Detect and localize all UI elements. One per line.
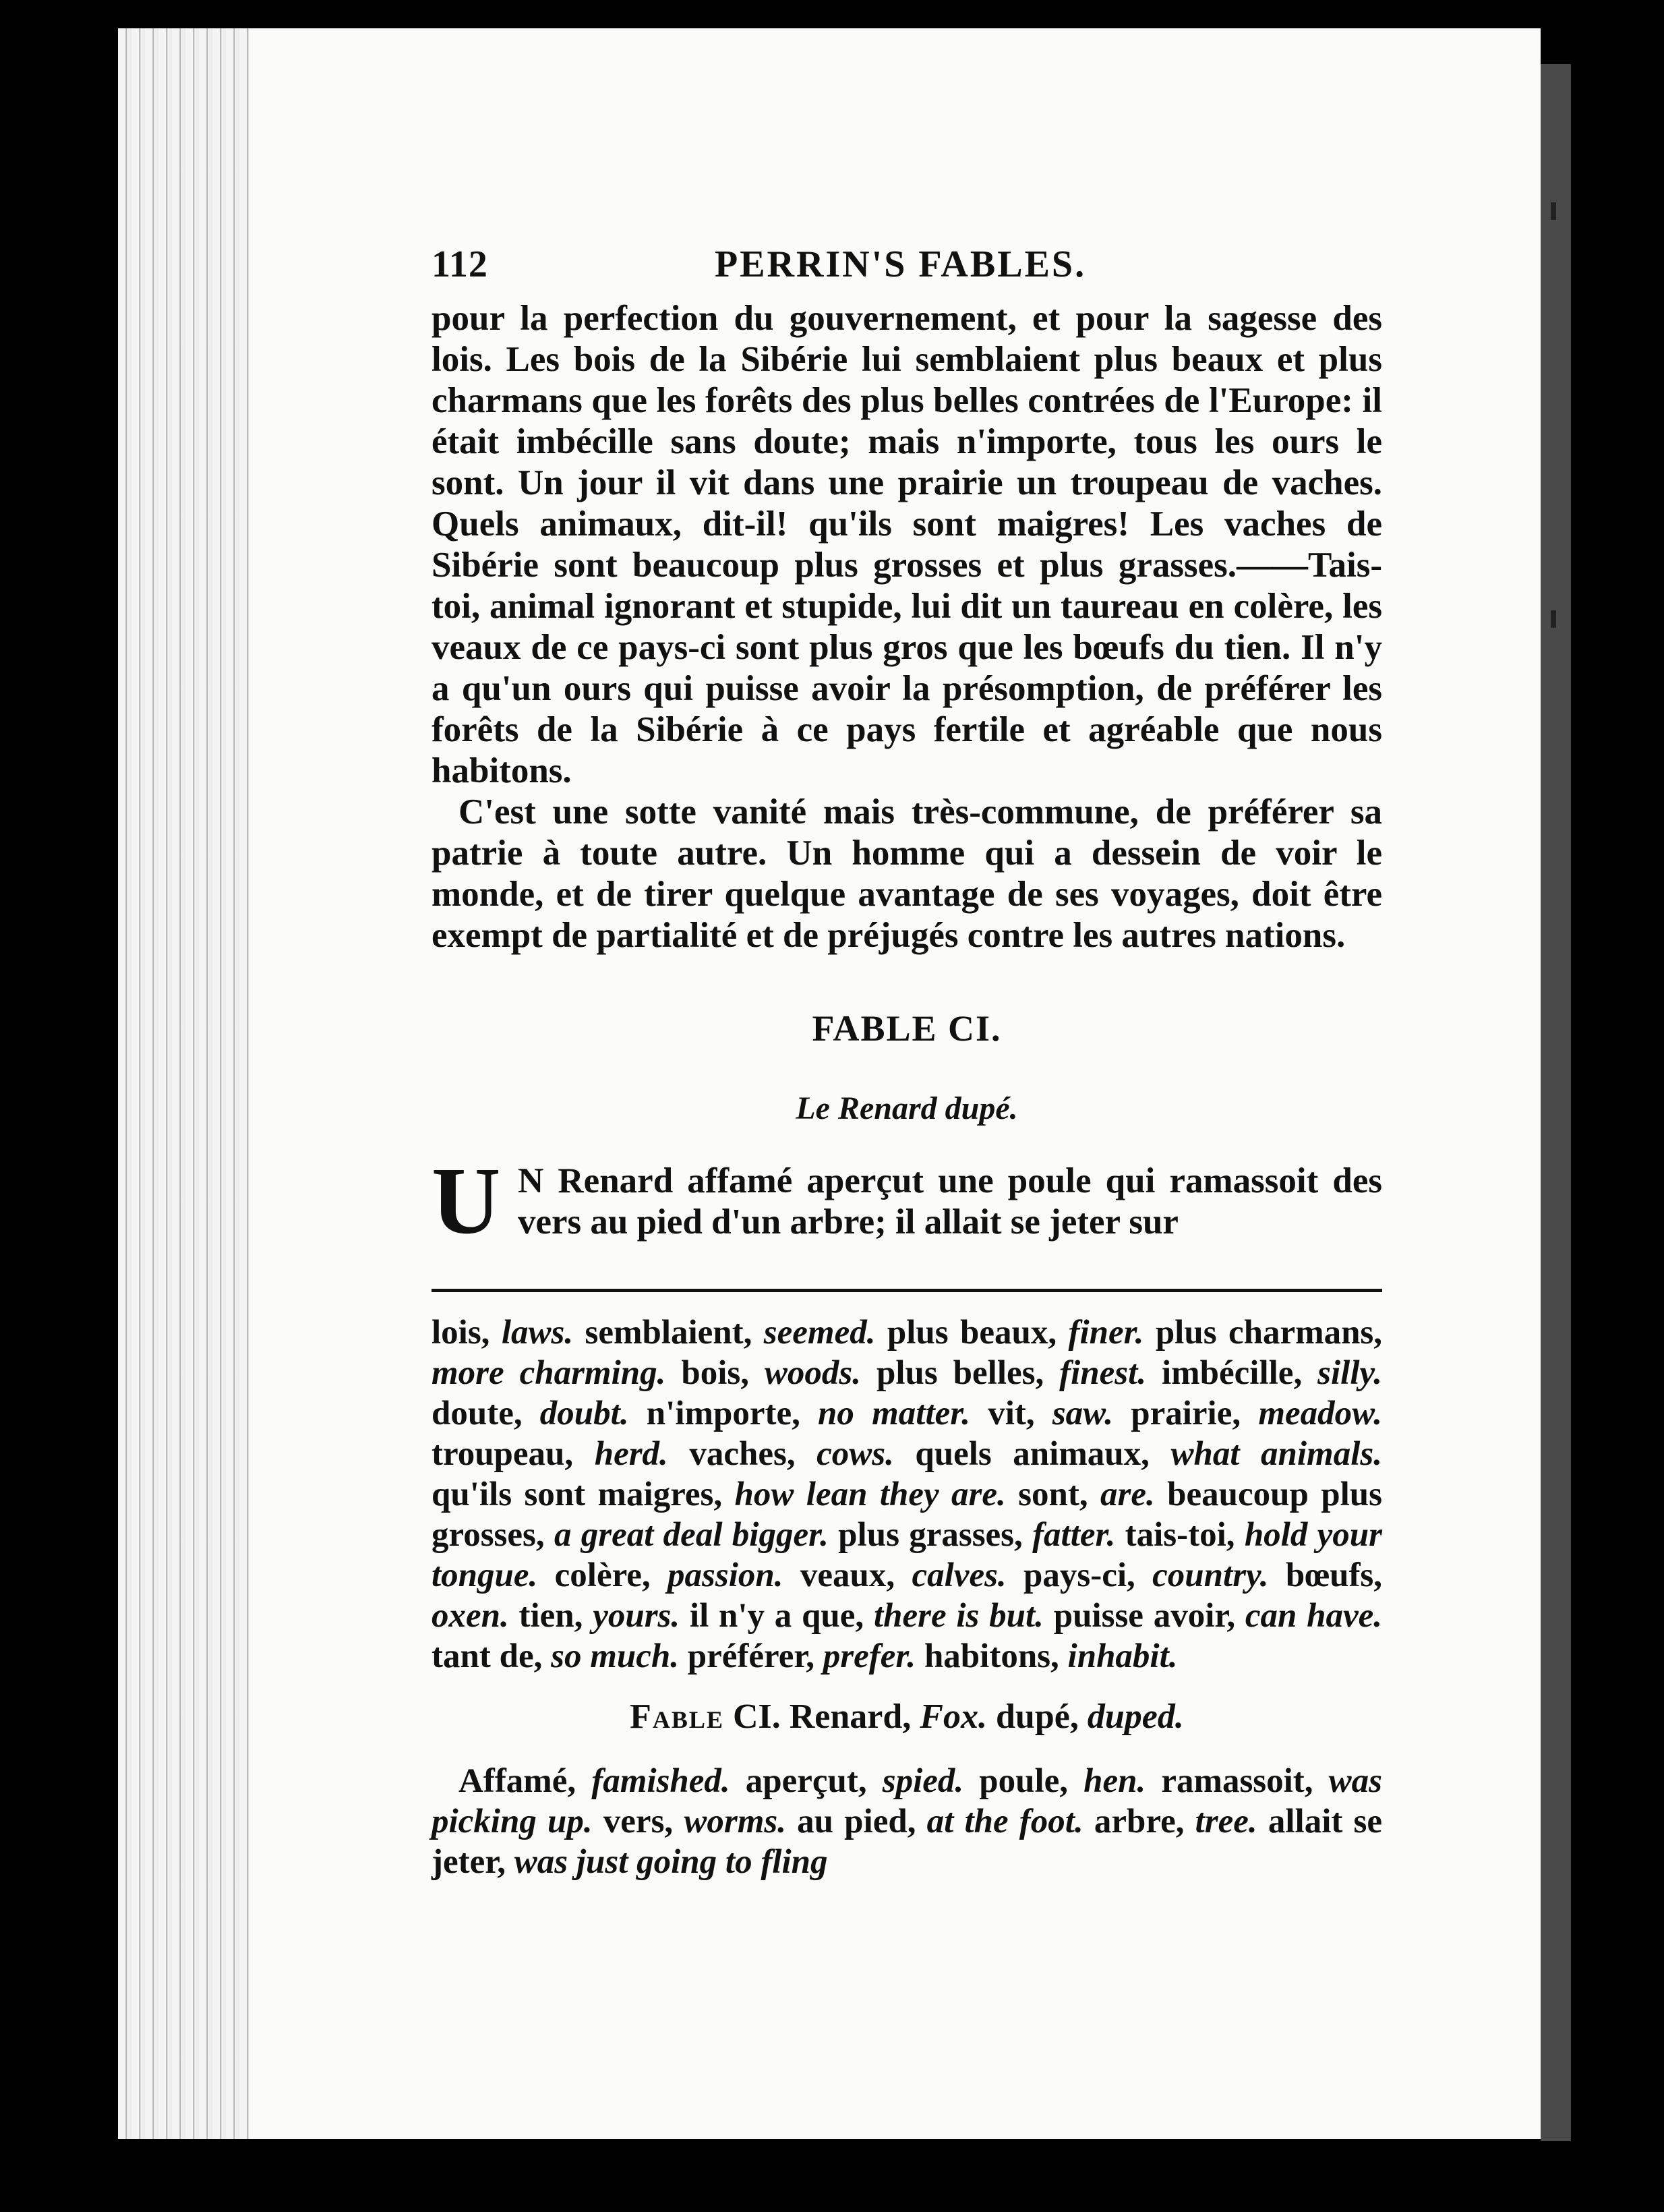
fable-subtitle: Le Renard dupé. [796, 1090, 1018, 1126]
note-translation: finest. [1059, 1354, 1147, 1392]
body-text [432, 298, 1382, 956]
note-term: poule, [963, 1762, 1084, 1800]
page-number: 112 [432, 243, 488, 285]
edge-mark [1551, 610, 1556, 628]
note-translation: oxen. [432, 1597, 509, 1635]
fable-title: FABLE CI. [812, 1008, 1002, 1049]
note-term: tant de, [432, 1637, 552, 1675]
note-term: vit, [970, 1395, 1052, 1432]
fable-opening [432, 1147, 1382, 1254]
note-term: allait se jeter, [432, 1803, 1382, 1881]
note-term: quels animaux, [893, 1435, 1171, 1473]
note-translation: can have. [1245, 1597, 1382, 1635]
note-translation: was picking up. [432, 1762, 1383, 1840]
note-translation: worms. [684, 1803, 786, 1840]
drop-cap: U [432, 1147, 501, 1254]
note-translation: finer. [1068, 1314, 1144, 1351]
note-translation: are. [1100, 1476, 1155, 1513]
note-term: tien, [508, 1597, 593, 1635]
note-translation: country. [1152, 1556, 1269, 1594]
page-content [432, 243, 1382, 1882]
note-translation: herd. [594, 1435, 668, 1473]
note-term: habitons, [916, 1637, 1068, 1675]
note-term: arbre, [1083, 1803, 1195, 1840]
vocabulary-notes [432, 1312, 1382, 1882]
notes-heading-text-2: dupé, [986, 1697, 1088, 1736]
notes-heading-text: CI. Renard, [723, 1697, 920, 1736]
note-translation: doubt. [539, 1395, 629, 1432]
note-term: ramassoit, [1146, 1762, 1329, 1800]
note-translation: more charming. [432, 1354, 666, 1392]
note-translation: inhabit. [1067, 1637, 1178, 1675]
note-term: n'importe, [628, 1395, 819, 1432]
note-term: vers, [592, 1803, 684, 1840]
note-term: imbécille, [1146, 1354, 1318, 1392]
note-term: veaux, [783, 1556, 912, 1594]
notes-heading-fox: Fox. [920, 1697, 987, 1736]
edge-mark [1551, 202, 1556, 220]
note-term: plus beaux, [875, 1314, 1069, 1351]
note-translation: hen. [1083, 1762, 1146, 1800]
page-edge-shadow [1541, 64, 1571, 2141]
note-translation: silly. [1317, 1354, 1382, 1392]
note-translation: saw. [1052, 1395, 1114, 1432]
note-term: pays-ci, [1006, 1556, 1153, 1594]
note-translation: passion. [667, 1556, 783, 1594]
note-translation: famished. [591, 1762, 730, 1800]
notes-heading-fable: Fable [630, 1697, 724, 1736]
note-term: prairie, [1113, 1395, 1259, 1432]
note-term: vaches, [667, 1435, 817, 1473]
note-term: au pied, [785, 1803, 927, 1840]
running-title: PERRIN'S FABLES. [715, 243, 1087, 285]
note-translation: was just going to fling [514, 1843, 828, 1881]
note-translation: prefer. [823, 1637, 916, 1675]
note-translation: yours. [593, 1597, 680, 1635]
note-term: colère, [537, 1556, 668, 1594]
note-translation: so much. [551, 1637, 679, 1675]
note-translation: cows. [816, 1435, 894, 1473]
note-translation: meadow. [1258, 1395, 1382, 1432]
note-term: tais-toi, [1115, 1516, 1245, 1554]
note-term: préférer, [678, 1637, 823, 1675]
note-term: beaucoup plus grosses, [432, 1476, 1382, 1554]
notes-block-1 [432, 1312, 1382, 1677]
notes-heading-duped: duped. [1087, 1697, 1184, 1736]
note-term: puisse avoir, [1043, 1597, 1245, 1635]
page-stack-edges [118, 28, 249, 2139]
running-head [432, 243, 1382, 286]
note-translation: calves. [912, 1556, 1007, 1594]
note-term: troupeau, [432, 1435, 595, 1473]
fable-opening-text: N Renard affamé aperçut une poule qui ramassoit des vers au pied d'un arbre; il allait se jeter sur [518, 1161, 1382, 1242]
note-term: qu'ils sont maigres, [432, 1476, 735, 1513]
note-translation: woods. [764, 1354, 862, 1392]
note-term: bœufs, [1268, 1556, 1383, 1594]
note-translation: seemed. [763, 1314, 876, 1351]
note-translation: how lean they are. [734, 1476, 1006, 1513]
note-translation: hold your tongue. [432, 1516, 1382, 1594]
notes-block-2 [432, 1761, 1382, 1882]
note-translation: at the foot. [926, 1803, 1083, 1840]
note-translation: tree. [1195, 1803, 1257, 1840]
note-term: lois, [432, 1314, 502, 1351]
note-term: sont, [1005, 1476, 1101, 1513]
note-translation: no matter. [818, 1395, 971, 1432]
note-translation: spied. [882, 1762, 964, 1800]
note-term: il n'y a que, [680, 1597, 874, 1635]
footnote-rule [432, 1289, 1382, 1292]
note-term: Affamé, [458, 1762, 592, 1800]
note-translation: what animals. [1170, 1435, 1382, 1473]
note-translation: there is but. [873, 1597, 1044, 1635]
notes-heading [432, 1697, 1382, 1737]
note-term: plus grasses, [828, 1516, 1033, 1554]
paragraph-1: pour la perfection du gouvernement, et pour la sagesse des lois. Les bois de la Sibérie lui semblaient plus beaux et plus charmans que les forêts des plus belles contrées de l'Europe: il était imbécille sans doute; mais n'importe, tous les ours le sont. Un jour il vit dans une prairie un troupeau de vaches. Quels animaux, dit-il! qu'ils sont maigres! Les vaches de Sibérie sont beaucoup plus grosses et plus grasses.——Tais-toi, animal ignorant et stupide, lui dit un taureau en colère, les veaux de ce pays-ci sont plus gros que les bœufs du tien. Il n'y a qu'un ours qui puisse avoir la présomption, de préférer les forêts de la Sibérie à ce pays fertile et agréable que nous habitons. [432, 299, 1382, 790]
note-term: plus belles, [861, 1354, 1060, 1392]
note-translation: a great deal bigger. [554, 1516, 829, 1554]
paragraph-2: C'est une sotte vanité mais très-commune, de préférer sa patrie à toute autre. Un homme qui a dessein de voir le monde, et de tirer quelque avantage de ses voyages, doit être exempt de partialité et de préjugés contre les autres nations. [432, 792, 1382, 955]
note-term: doute, [432, 1395, 540, 1432]
note-term: aperçut, [730, 1762, 883, 1800]
note-term: semblaient, [573, 1314, 764, 1351]
note-term: plus charmans, [1143, 1314, 1383, 1351]
note-translation: fatter. [1032, 1516, 1116, 1554]
note-translation: laws. [501, 1314, 574, 1351]
note-term: bois, [665, 1354, 765, 1392]
